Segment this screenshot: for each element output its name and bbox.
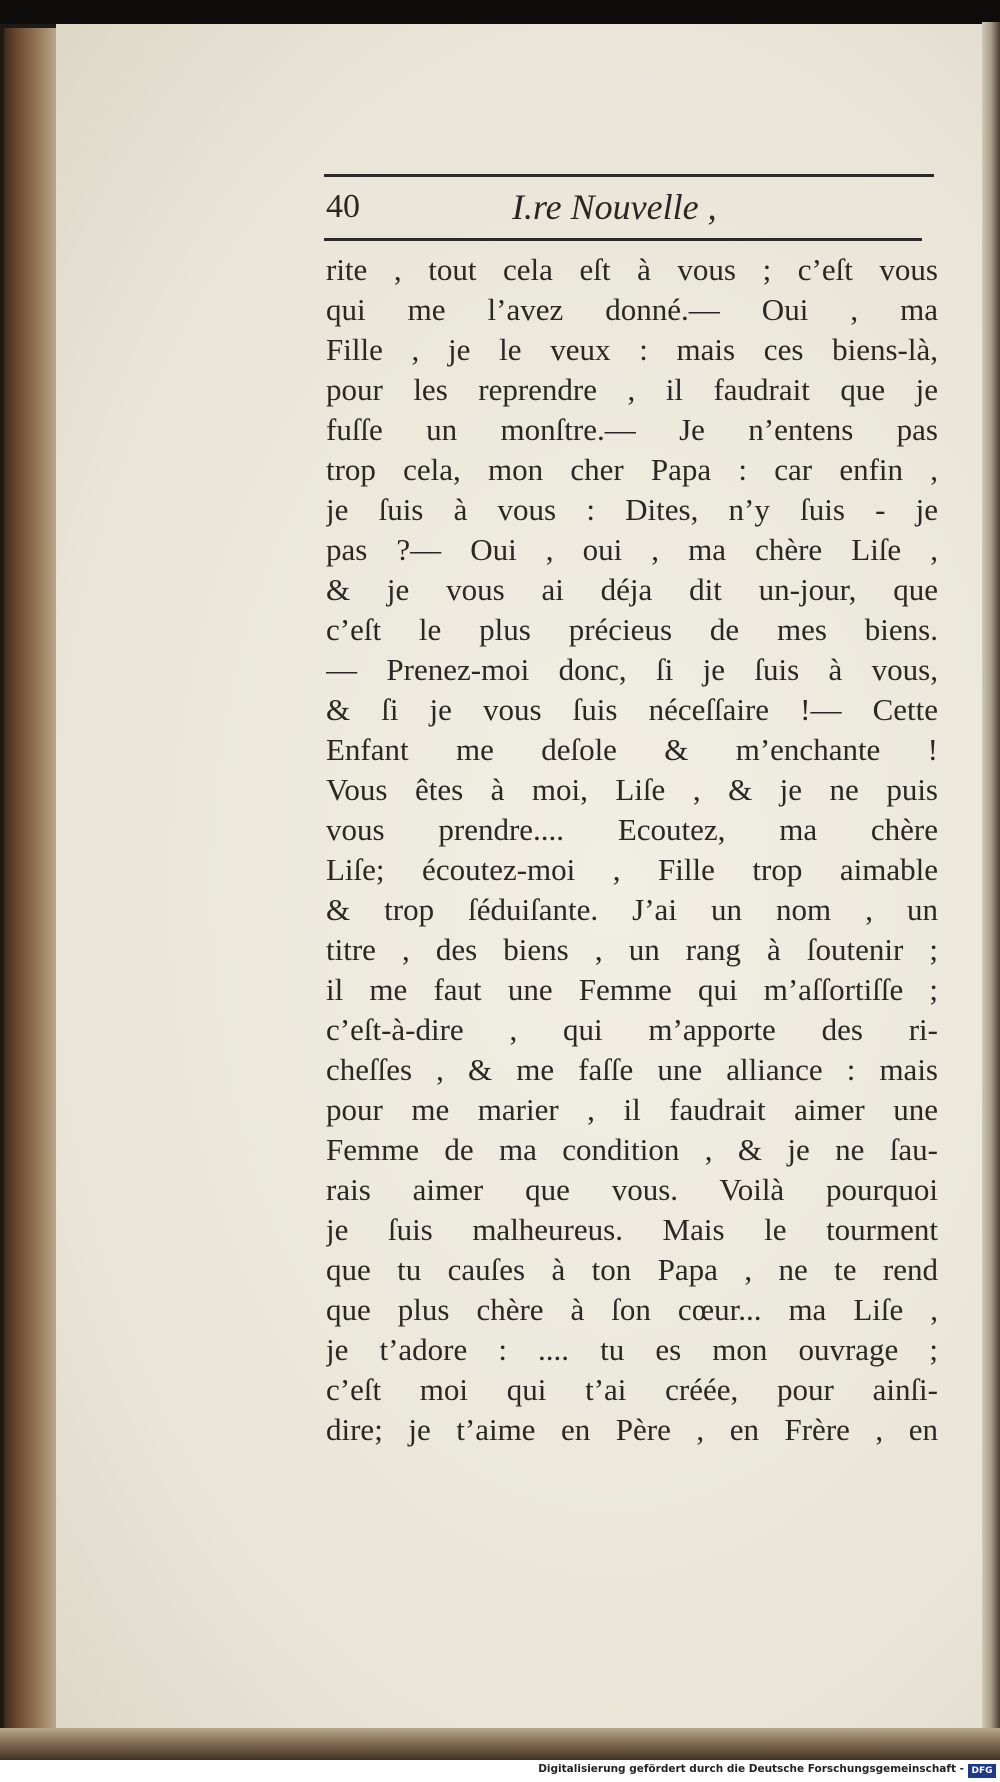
text-line: titre , des biens , un rang à ſoutenir ; (326, 932, 938, 967)
book-page-edges-bottom (0, 1728, 1000, 1760)
running-head-title: I.re Nouvelle , (512, 187, 717, 227)
page-body-text (326, 250, 938, 1450)
text-line: Fille , je le veux : mais ces biens-là, (326, 332, 938, 367)
header-rule-bottom (324, 238, 922, 241)
text-line: dire; je t’aime en Père , en Frère , en (326, 1412, 938, 1447)
digitization-footer (0, 1760, 1000, 1782)
running-head (326, 182, 926, 234)
text-line: & trop ſéduiſante. J’ai un nom , un (326, 892, 938, 927)
text-line: qui me l’avez donné.— Oui , ma (326, 292, 938, 327)
text-line: pour me marier , il faudrait aimer une (326, 1092, 938, 1127)
header-rule-top (324, 174, 934, 177)
text-line: — Prenez-moi donc, ſi je ſuis à vous, (326, 652, 938, 687)
text-line: c’eſt le plus précieus de mes biens. (326, 612, 938, 647)
text-line: c’eſt-à-dire , qui m’apporte des ri- (326, 1012, 938, 1047)
book-page-edges-left (4, 28, 56, 1758)
text-line: pour les reprendre , il faudrait que je (326, 372, 938, 407)
dfg-logo: DFG (968, 1764, 996, 1778)
text-line: rite , tout cela eſt à vous ; c’eſt vous (326, 252, 938, 287)
text-line: Enfant me deſole & m’enchante ! (326, 732, 938, 767)
text-line: & je vous ai déja dit un-jour, que (326, 572, 938, 607)
text-line: pas ?— Oui , oui , ma chère Liſe , (326, 532, 938, 567)
book-page-edges-right (982, 22, 1000, 1762)
funding-credit: Digitalisierung gefördert durch die Deutsche Forschungsgemeinschaft - (538, 1763, 964, 1775)
page-number: 40 (326, 188, 360, 225)
text-line: c’eſt moi qui t’ai créée, pour ainſi- (326, 1372, 938, 1407)
text-line: fuſſe un monſtre.— Je n’entens pas (326, 412, 938, 447)
text-line: Femme de ma condition , & je ne ſau- (326, 1132, 938, 1167)
text-line: & ſi je vous ſuis néceſſaire !— Cette (326, 692, 938, 727)
text-line: Liſe; écoutez-moi , Fille trop aimable (326, 852, 938, 887)
text-line: trop cela, mon cher Papa : car enfin , (326, 452, 938, 487)
text-line: je t’adore : .... tu es mon ouvrage ; (326, 1332, 938, 1367)
text-line: que plus chère à ſon cœur... ma Liſe , (326, 1292, 938, 1327)
text-line: je ſuis à vous : Dites, n’y ſuis - je (326, 492, 938, 527)
scan-top-edge (0, 0, 1000, 24)
text-line: vous prendre.... Ecoutez, ma chère (326, 812, 938, 847)
text-line: je ſuis malheureus. Mais le tourment (326, 1212, 938, 1247)
text-line: que tu cauſes à ton Papa , ne te rend (326, 1252, 938, 1287)
text-line: cheſſes , & me faſſe une alliance : mais (326, 1052, 938, 1087)
text-line: rais aimer que vous. Voilà pourquoi (326, 1172, 938, 1207)
text-line: Vous êtes à moi, Liſe , & je ne puis (326, 772, 938, 807)
text-line: il me faut une Femme qui m’aſſortiſſe ; (326, 972, 938, 1007)
